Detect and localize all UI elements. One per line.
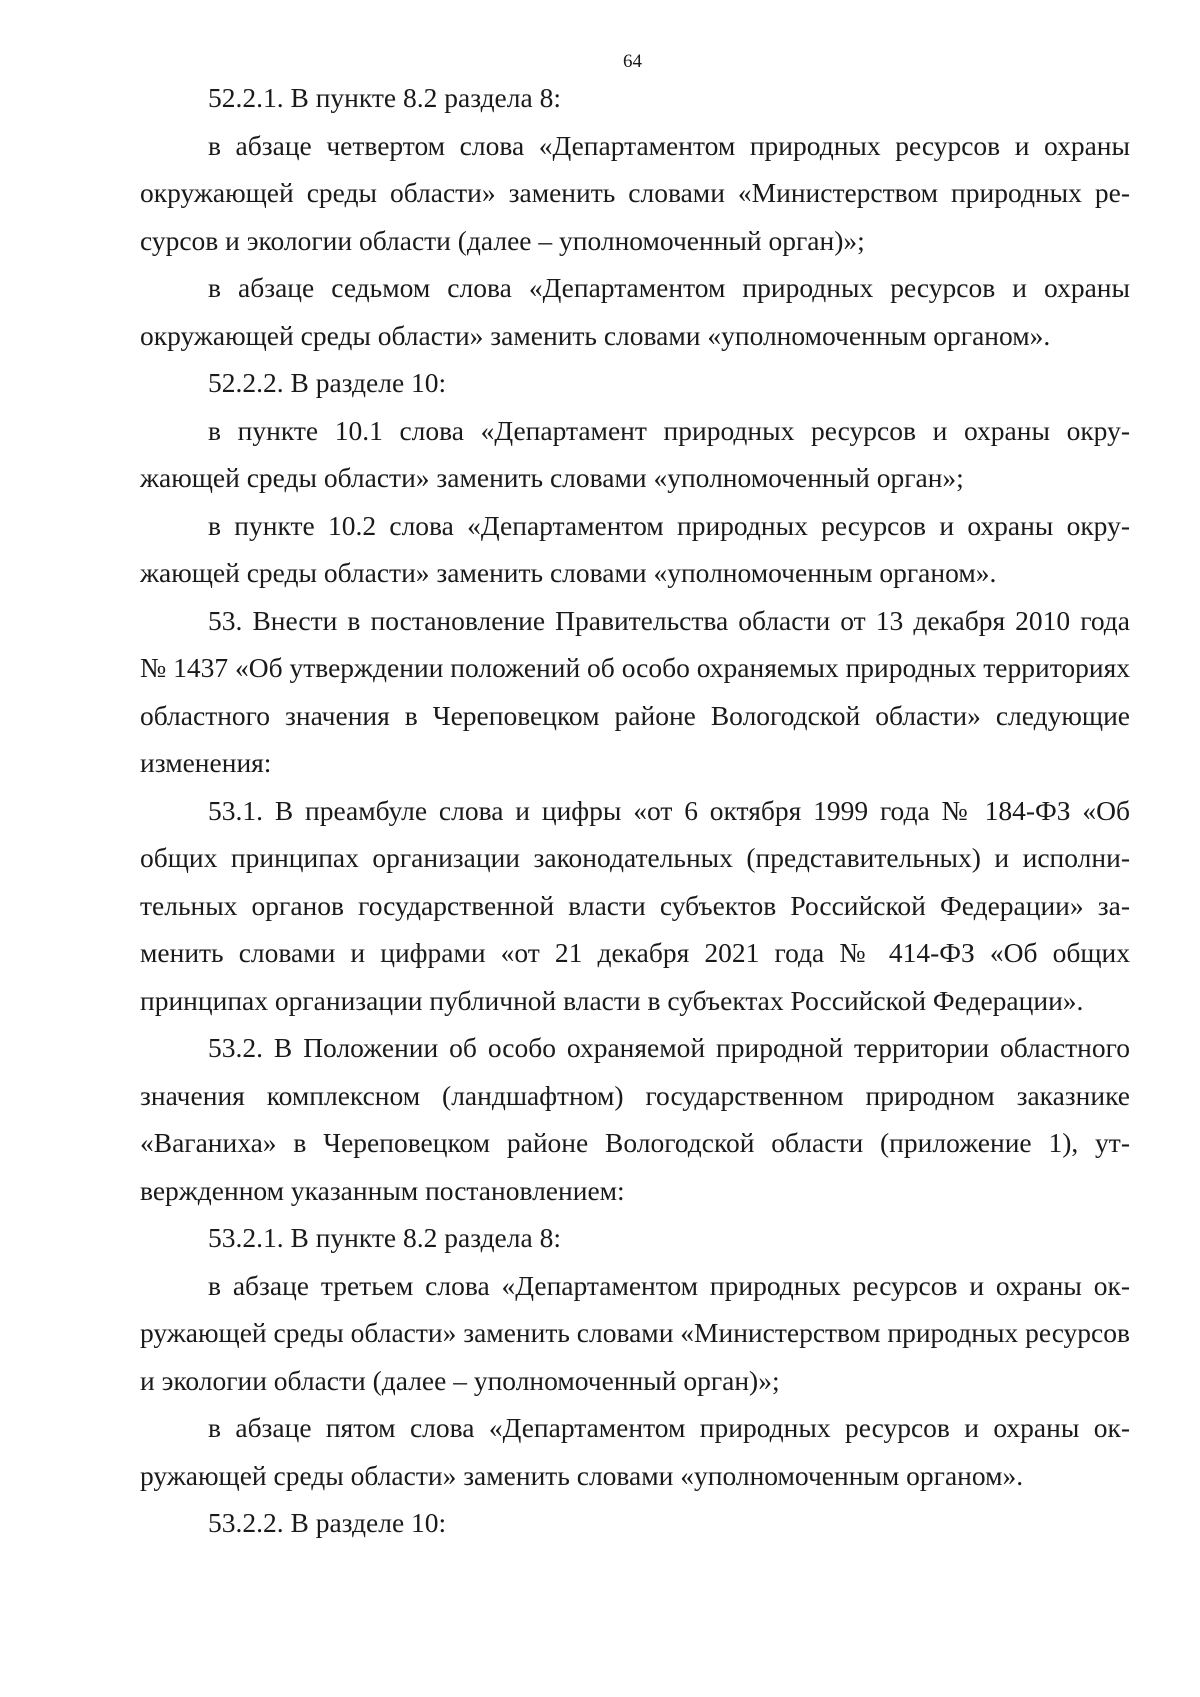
paragraph: 53.2.2. В разделе 10: bbox=[208, 1507, 447, 1538]
paragraph: 53.1. В преамбуле слова и цифры «от 6 октября 1999 года № 184-ФЗ «Об общих принципах организации законодательных (представительных) и исполнительных органов государственной власти субъектов Российской Федерации» заменить словами и цифрами «от 21 декабря 2021 года № 414-ФЗ «Об общих принципах организации публичной власти в субъектах Российской Федерации». bbox=[140, 794, 1130, 1016]
paragraph: 53. Внести в постановление Правительства области от 13 декабря 2010 года № 1437 «Об утверждении положений об особо охраняемых природных территориях областного значения в Череповецком районе Вологодской области» следующие изменения: bbox=[140, 604, 1130, 778]
paragraph: в абзаце четвертом слова «Департаментом природных ресурсов и охраны окружающей среды области» заменить словами «Министерством природных ресурсов и экологии области (далее – уполномоченный орган)»; bbox=[140, 129, 1130, 256]
document-body bbox=[140, 74, 1130, 1547]
paragraph: 52.2.2. В разделе 10: bbox=[208, 367, 447, 398]
paragraph: в абзаце третьем слова «Департаментом природных ресурсов и охраны окружающей среды области» заменить словами «Министерством природных ресурсов и экологии области (далее – уполномоченный орган)»; bbox=[140, 1269, 1130, 1396]
paragraph: в абзаце седьмом слова «Департаментом природных ресурсов и охраны окружающей среды области» заменить словами «уполномоченным органом». bbox=[140, 272, 1130, 351]
paragraph: в пункте 10.1 слова «Департамент природных ресурсов и охраны окружающей среды области» заменить словами «уполномоченный орган»; bbox=[140, 414, 1130, 493]
paragraph: 53.2.1. В пункте 8.2 раздела 8: bbox=[208, 1222, 561, 1253]
paragraph: в абзаце пятом слова «Департаментом природных ресурсов и охраны окружающей среды области» заменить словами «уполномоченным органом». bbox=[140, 1412, 1130, 1491]
paragraph: 53.2. В Положении об особо охраняемой природной территории областного значения комплексном (ландшафтном) государственном природном заказнике «Ваганиха» в Череповецком районе Вологодской области (приложение 1), утвержденном указанным постановлением: bbox=[140, 1032, 1130, 1206]
page-number: 64 bbox=[623, 51, 642, 72]
paragraph: в пункте 10.2 слова «Департаментом природных ресурсов и охраны окружающей среды области» заменить словами «уполномоченным органом». bbox=[140, 509, 1130, 588]
paragraph: 52.2.1. В пункте 8.2 раздела 8: bbox=[208, 82, 561, 113]
